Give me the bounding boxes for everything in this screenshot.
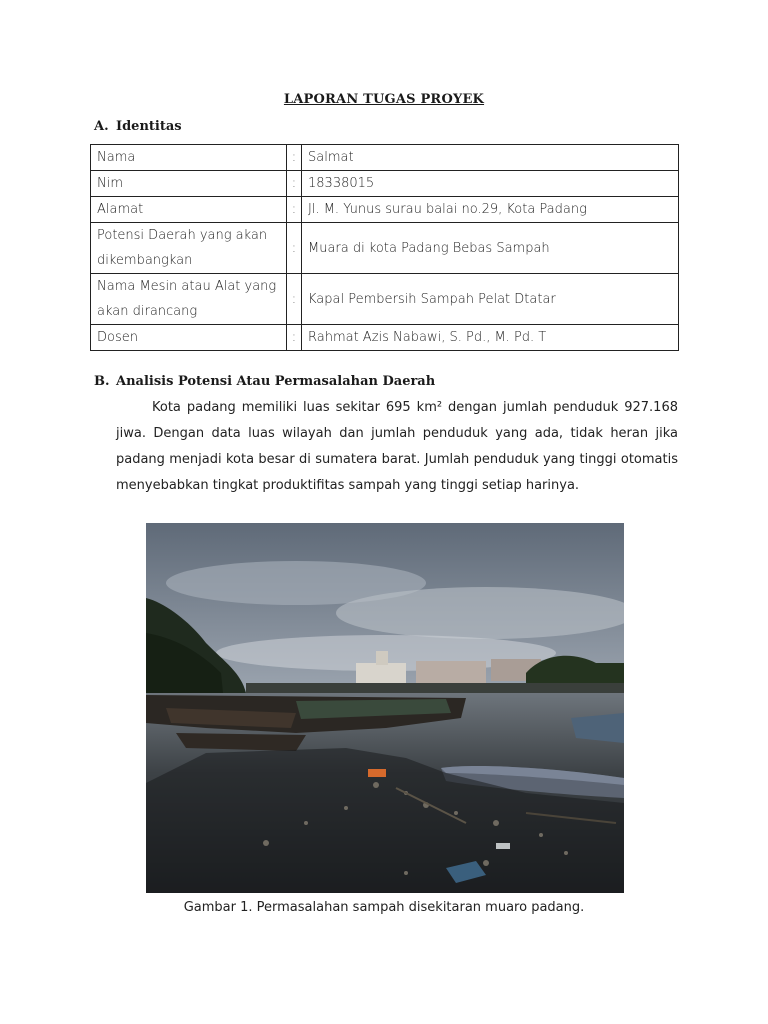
table-row <box>91 325 679 351</box>
section-a-title: Identitas <box>116 119 182 134</box>
section-a-heading <box>94 119 182 134</box>
table-row <box>91 197 679 223</box>
row-label: Dosen <box>91 325 287 351</box>
row-label: Alamat <box>91 197 287 223</box>
row-value: Muara di kota Padang Bebas Sampah <box>302 223 679 274</box>
row-label: Nama <box>91 145 287 171</box>
row-separator: : <box>287 197 302 223</box>
table-row <box>91 223 679 274</box>
row-label: Nim <box>91 171 287 197</box>
row-label: Potensi Daerah yang akan dikembangkan <box>91 223 287 274</box>
table-row <box>91 145 679 171</box>
row-value: Rahmat Azis Nabawi, S. Pd., M. Pd. T <box>302 325 679 351</box>
table-row <box>91 274 679 325</box>
identity-table <box>90 144 679 351</box>
row-value: Salmat <box>302 145 679 171</box>
figure-caption: Gambar 1. Permasalahan sampah disekitaran muaro padang. <box>183 900 585 915</box>
row-separator: : <box>287 171 302 197</box>
section-b-number: B. <box>94 374 110 389</box>
harbor-photo-illustration <box>146 523 624 893</box>
table-row <box>91 171 679 197</box>
section-b-heading <box>94 374 435 389</box>
row-value: 18338015 <box>302 171 679 197</box>
report-title: LAPORAN TUGAS PROYEK <box>283 92 485 107</box>
section-a-number: A. <box>94 119 109 134</box>
row-value: Kapal Pembersih Sampah Pelat Dtatar <box>302 274 679 325</box>
section-b-title: Analisis Potensi Atau Permasalahan Daerah <box>116 374 436 389</box>
row-separator: : <box>287 325 302 351</box>
analysis-paragraph: Kota padang memiliki luas sekitar 695 km² dengan jumlah penduduk 927.168 jiwa. Dengan data luas wilayah dan jumlah penduduk yang ada, tidak heran jika padang menjadi kota besar di sumatera barat. Jumlah penduduk yang tinggi otomatis menyebabkan tingkat produktifitas sampah yang tinggi setiap harinya. <box>116 400 678 493</box>
harbor-photo <box>146 523 624 893</box>
row-value: Jl. M. Yunus surau balai no.29, Kota Padang <box>302 197 679 223</box>
row-separator: : <box>287 223 302 274</box>
row-label: Nama Mesin atau Alat yang akan dirancang <box>91 274 287 325</box>
row-separator: : <box>287 145 302 171</box>
row-separator: : <box>287 274 302 325</box>
